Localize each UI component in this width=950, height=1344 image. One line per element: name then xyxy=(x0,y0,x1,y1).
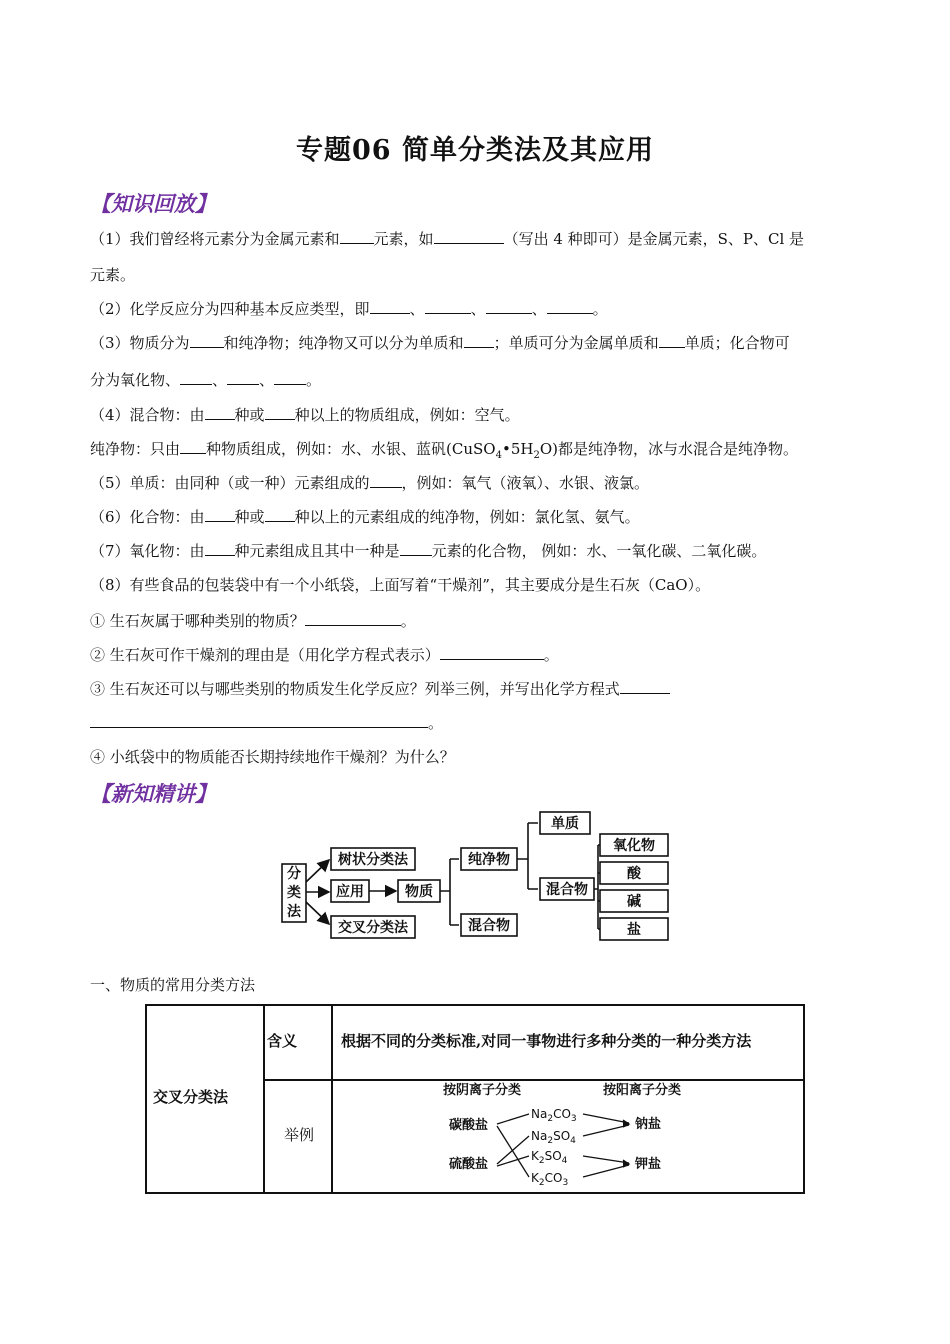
meaning-text: 根据不同的分类标准,对同一事物进行多种分类的一种分类方法 xyxy=(341,1032,752,1050)
blank[interactable] xyxy=(180,439,206,454)
acid-label: 酸 xyxy=(627,866,641,882)
right-item-1: 钠盐 xyxy=(635,1117,662,1132)
q2-line: （2）化学反应分为四种基本反应类型，即 、 、 、 。 xyxy=(90,300,608,318)
compound-label: 混合物 xyxy=(546,882,588,898)
example-label: 举例 xyxy=(284,1126,315,1144)
q8-line: （8）有些食品的包装袋中有一个小纸袋，上面写着“干燥剂”，其主要成分是生石灰（CaO）。 xyxy=(90,576,711,594)
cross-classification-example xyxy=(333,1080,803,1192)
blank[interactable] xyxy=(620,679,670,694)
q8-3-line2: 。 xyxy=(90,713,870,733)
q4-line1: （4）混合物：由 种或 种以上的物质组成，例如：空气。 xyxy=(90,406,520,424)
blank[interactable] xyxy=(227,370,259,385)
blank[interactable] xyxy=(90,713,428,728)
cation-header: 按阳离子分类 xyxy=(603,1083,682,1098)
root-char-2: 类 xyxy=(287,885,301,901)
root-char-3: 法 xyxy=(287,904,301,920)
blank[interactable] xyxy=(440,645,544,660)
q1-line2: 元素。 xyxy=(90,266,136,284)
q8-3-line: ③ 生石灰还可以与哪些类别的物质发生化学反应？列举三例，并写出化学方程式 xyxy=(90,679,870,699)
classification-diagram xyxy=(278,810,678,950)
mixture-label: 混合物 xyxy=(468,918,510,934)
formula-k2co3: $K_2CO_3$ xyxy=(531,1171,569,1188)
q4-line2: 纯净物：只由 种物质组成，例如：水、水银、蓝矾$(CuSO_4•5H_2O)$都是纯净物，冰与水混合是纯净物。 xyxy=(90,440,798,461)
method-cell: 交叉分类法 xyxy=(153,1088,229,1106)
formula-na2so4: $Na_2SO_4$ xyxy=(531,1129,576,1146)
blank[interactable] xyxy=(305,611,401,626)
blank[interactable] xyxy=(425,299,471,314)
blank[interactable] xyxy=(659,333,685,348)
salt-label: 盐 xyxy=(627,922,641,938)
q6-line: （6）化合物：由 种或 种以上的元素组成的纯净物，例如：氯化氢、氨气。 xyxy=(90,508,640,526)
apply-label: 应用 xyxy=(336,884,364,900)
page-title: 专题06 简单分类法及其应用 xyxy=(296,135,654,166)
blank[interactable] xyxy=(190,333,224,348)
anion-header: 按阴离子分类 xyxy=(443,1083,522,1098)
blank[interactable] xyxy=(434,229,504,244)
q8-4-line: ④ 小纸袋中的物质能否长期持续地作干燥剂？为什么？ xyxy=(90,748,455,766)
left-item-2: 硫酸盐 xyxy=(449,1157,489,1172)
pure-label: 纯净物 xyxy=(468,852,510,868)
base-label: 碱 xyxy=(627,894,641,910)
right-item-2: 钾盐 xyxy=(635,1157,662,1172)
q7-line: （7）氧化物：由 种元素组成且其中一种是 元素的化合物， 例如：水、一氧化碳、二氧化碳。 xyxy=(90,542,767,560)
blank[interactable] xyxy=(205,507,235,522)
tree-label: 树状分类法 xyxy=(338,852,408,868)
element-label: 单质 xyxy=(551,816,579,832)
blank[interactable] xyxy=(205,405,235,420)
blank[interactable] xyxy=(370,299,410,314)
blank[interactable] xyxy=(547,299,593,314)
q8-1-line: ① 生石灰属于哪种类别的物质？ 。 xyxy=(90,612,416,630)
blank[interactable] xyxy=(274,370,306,385)
meaning-label: 含义 xyxy=(267,1032,298,1050)
cross-label: 交叉分类法 xyxy=(338,920,408,936)
section-new-heading: 【新知精讲】 xyxy=(90,782,216,806)
formula-k2so4: $K_2SO_4$ xyxy=(531,1149,568,1166)
blank[interactable] xyxy=(464,333,494,348)
oxide-label: 氧化物 xyxy=(613,838,655,854)
blank[interactable] xyxy=(370,473,402,488)
blank[interactable] xyxy=(340,229,374,244)
blank[interactable] xyxy=(486,299,532,314)
root-char-1: 分 xyxy=(287,866,301,882)
q5-line: （5）单质：由同种（或一种）元素组成的 ，例如：氧气（液氧）、水银、液氯。 xyxy=(90,474,650,492)
section-review-heading: 【知识回放】 xyxy=(90,192,216,216)
q1-line1: （1）我们曾经将元素分为金属元素和 元素，如 （写出 4 种即可）是金属元素，S、P、Cl 是 xyxy=(90,230,805,248)
blank[interactable] xyxy=(265,405,295,420)
left-item-1: 碳酸盐 xyxy=(449,1118,489,1133)
blank[interactable] xyxy=(180,370,212,385)
part1-heading: 一、物质的常用分类方法 xyxy=(90,976,256,994)
matter-label: 物质 xyxy=(405,884,433,900)
blank[interactable] xyxy=(205,541,235,556)
blank[interactable] xyxy=(400,541,432,556)
q3-line1: （3）物质分为 和纯净物；纯净物又可以分为单质和 ；单质可分为金属单质和 单质；化合物可 xyxy=(90,334,790,352)
q8-2-line: ② 生石灰可作干燥剂的理由是（用化学方程式表示） 。 xyxy=(90,646,559,664)
blank[interactable] xyxy=(265,507,295,522)
q3-line2: 分为氧化物、 、 、 。 xyxy=(90,371,322,389)
formula-na2co3: $Na_2CO_3$ xyxy=(531,1107,577,1124)
